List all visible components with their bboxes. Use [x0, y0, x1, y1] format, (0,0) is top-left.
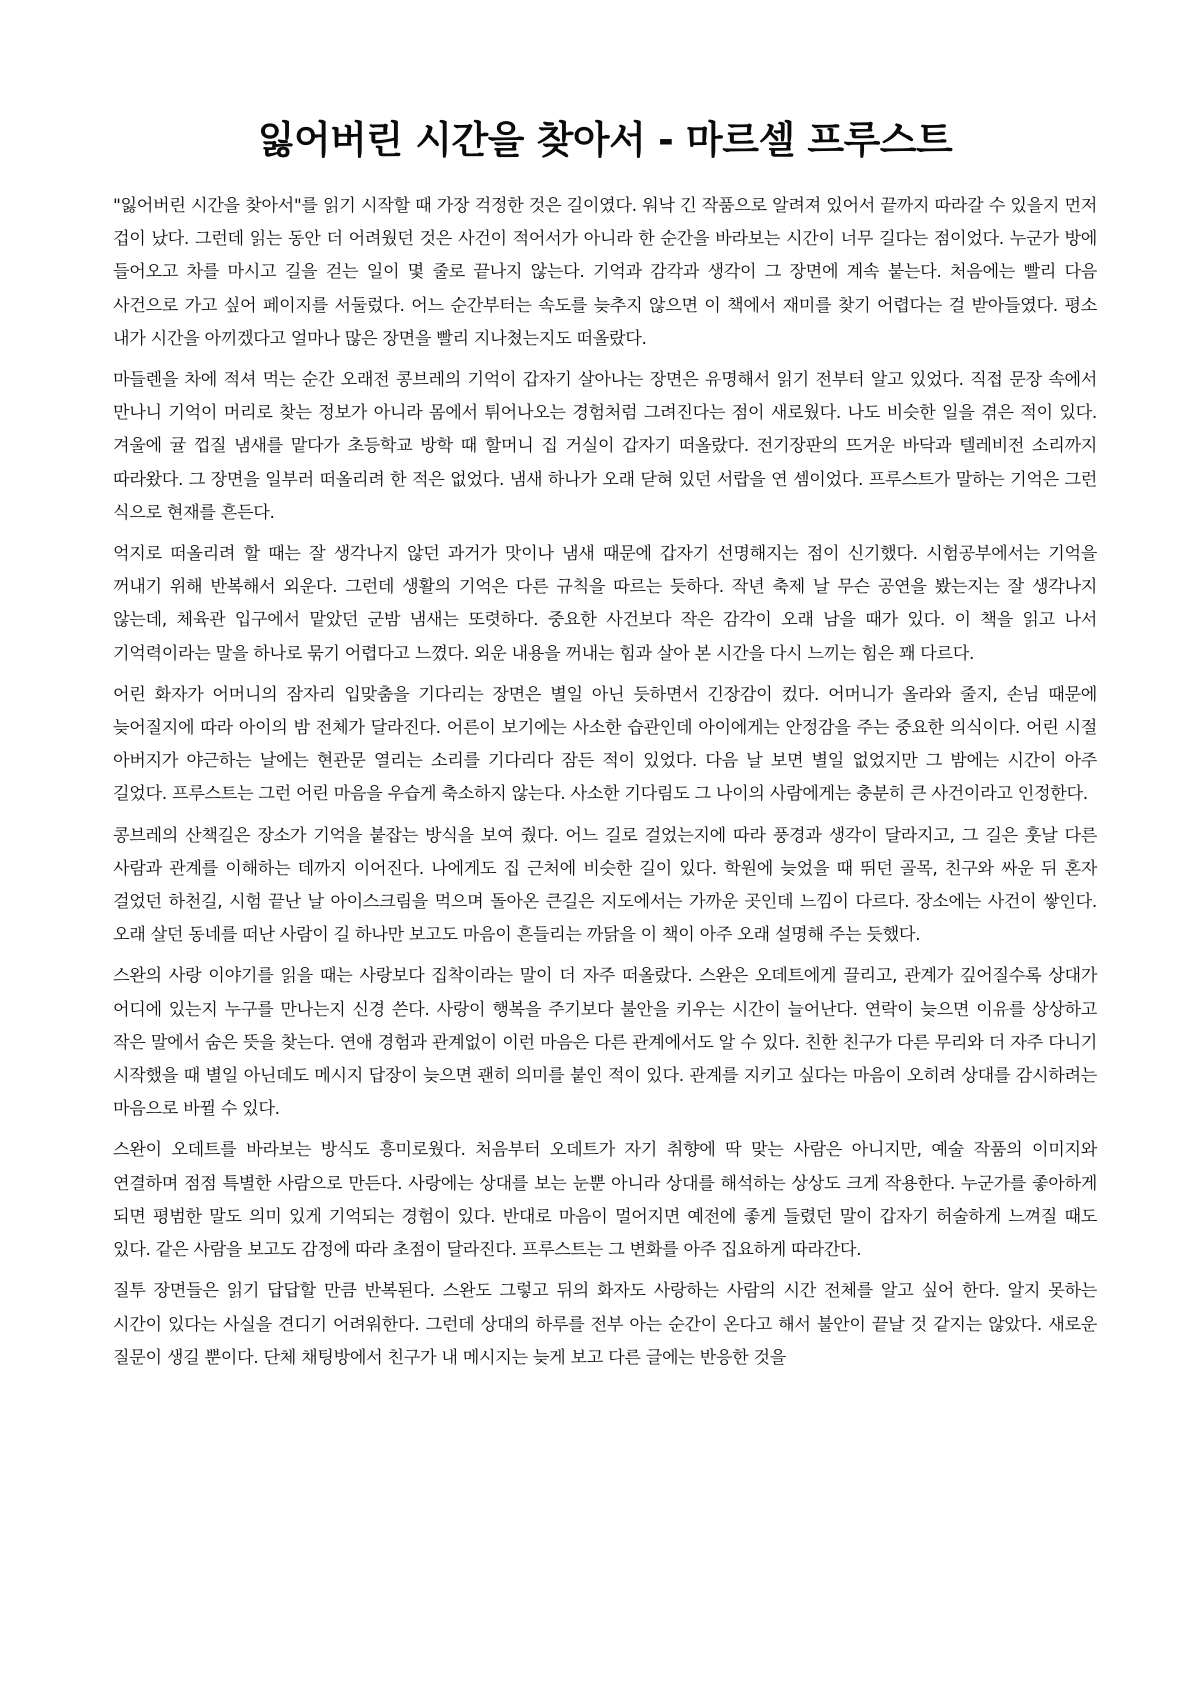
paragraph: 어린 화자가 어머니의 잠자리 입맞춤을 기다리는 장면은 별일 아닌 듯하면서 긴장감이 컸다. 어머니가 올라와 줄지, 손님 때문에 늦어질지에 따라 아이의 밤 전체가 달라진다. 어른이 보기에는 사소한 습관인데 아이에게는 안정감을 주는 중요한 의식이다. 어린 시절 아버지가 야근하는 날에는 현관문 열리는 소리를 기다리다 잠든 적이 있었다. 다음 날 보면 별일 없었지만 그 밤에는 시간이 아주 길었다. 프루스트는 그런 어린 마음을 우습게 축소하지 않는다. 사소한 기다림도 그 나이의 사람에게는 충분히 큰 사건이라고 인정한다. [113, 684, 1097, 805]
paragraph: 질투 장면들은 읽기 답답할 만큼 반복된다. 스완도 그렇고 뒤의 화자도 사랑하는 사람의 시간 전체를 알고 싶어 한다. 알지 못하는 시간이 있다는 사실을 견디기 어려워한다. 그런데 상대의 하루를 전부 아는 순간이 온다고 해서 불안이 끝날 것 같지는 않았다. 새로운 질문이 생길 뿐이다. 단체 채팅방에서 친구가 내 메시지는 늦게 보고 다른 글에는 반응한 것을 [113, 1281, 1097, 1368]
paragraph: 스완의 사랑 이야기를 읽을 때는 사랑보다 집착이라는 말이 더 자주 떠올랐다. 스완은 오데트에게 끌리고, 관계가 깊어질수록 상대가 어디에 있는지 누구를 만나는지 신경 쓴다. 사랑이 행복을 주기보다 불안을 키우는 시간이 늘어난다. 연락이 늦으면 이유를 상상하고 작은 말에서 숨은 뜻을 찾는다. 연애 경험과 관계없이 이런 마음은 다른 관계에서도 알 수 있다. 친한 친구가 다른 무리와 더 자주 다니기 시작했을 때 별일 아닌데도 메시지 답장이 늦으면 괜히 의미를 붙인 적이 있다. 관계를 지키고 싶다는 마음이 오히려 상대를 감시하려는 마음으로 바뀔 수 있다. [113, 966, 1097, 1120]
paragraph: 콩브레의 산책길은 장소가 기억을 붙잡는 방식을 보여 줬다. 어느 길로 걸었는지에 따라 풍경과 생각이 달라지고, 그 길은 훗날 다른 사람과 관계를 이해하는 데까지 이어진다. 나에게도 집 근처에 비슷한 길이 있다. 학원에 늦었을 때 뛰던 골목, 친구와 싸운 뒤 혼자 걸었던 하천길, 시험 끝난 날 아이스크림을 먹으며 돌아온 큰길은 지도에서는 가까운 곳인데 느낌이 다르다. 장소에는 사건이 쌓인다. 오래 살던 동네를 떠난 사람이 길 하나만 보고도 마음이 흔들리는 까닭을 이 책이 아주 오래 설명해 주는 듯했다. [113, 825, 1097, 946]
document-title: 잃어버린 시간을 찾아서 - 마르셀 프루스트 [257, 118, 953, 162]
document-body [113, 190, 1097, 1375]
paragraph: 마들렌을 차에 적셔 먹는 순간 오래전 콩브레의 기억이 갑자기 살아나는 장면은 유명해서 읽기 전부터 알고 있었다. 직접 문장 속에서 만나니 기억이 머리로 찾는 정보가 아니라 몸에서 튀어나오는 경험처럼 그려진다는 점이 새로웠다. 나도 비슷한 일을 겪은 적이 있다. 겨울에 귤 껍질 냄새를 맡다가 초등학교 방학 때 할머니 집 거실이 갑자기 떠올랐다. 전기장판의 뜨거운 바닥과 텔레비전 소리까지 따라왔다. 그 장면을 일부러 떠올리려 한 적은 없었다. 냄새 하나가 오래 닫혀 있던 서랍을 연 셈이었다. 프루스트가 말하는 기억은 그런 식으로 현재를 흔든다. [113, 370, 1097, 523]
paragraph: 억지로 떠올리려 할 때는 잘 생각나지 않던 과거가 맛이나 냄새 때문에 갑자기 선명해지는 점이 신기했다. 시험공부에서는 기억을 꺼내기 위해 반복해서 외운다. 그런데 생활의 기억은 다른 규칙을 따르는 듯하다. 작년 축제 날 무슨 공연을 봤는지는 잘 생각나지 않는데, 체육관 입구에서 맡았던 군밤 냄새는 또렷하다. 중요한 사건보다 작은 감각이 오래 남을 때가 있다. 이 책을 읽고 나서 기억력이라는 말을 하나로 묶기 어렵다고 느꼈다. 외운 내용을 꺼내는 힘과 살아 본 시간을 다시 느끼는 힘은 꽤 다르다. [113, 544, 1097, 664]
paragraph: 스완이 오데트를 바라보는 방식도 흥미로웠다. 처음부터 오데트가 자기 취향에 딱 맞는 사람은 아니지만, 예술 작품의 이미지와 연결하며 점점 특별한 사람으로 만든다. 사랑에는 상대를 보는 눈뿐 아니라 상대를 해석하는 상상도 크게 작용한다. 누군가를 좋아하게 되면 평범한 말도 의미 있게 기억되는 경험이 있다. 반대로 마음이 멀어지면 예전에 좋게 들렸던 말이 갑자기 허술하게 느껴질 때도 있다. 같은 사람을 보고도 감정에 따라 초점이 달라진다. 프루스트는 그 변화를 아주 집요하게 따라간다. [113, 1140, 1097, 1261]
paragraph: "잃어버린 시간을 찾아서"를 읽기 시작할 때 가장 걱정한 것은 길이였다. 워낙 긴 작품으로 알려져 있어서 끝까지 따라갈 수 있을지 먼저 겁이 났다. 그런데 읽는 동안 더 어려웠던 것은 사건이 적어서가 아니라 한 순간을 바라보는 시간이 너무 길다는 점이었다. 누군가 방에 들어오고 차를 마시고 길을 걷는 일이 몇 줄로 끝나지 않는다. 기억과 감각과 생각이 그 장면에 계속 붙는다. 처음에는 빨리 다음 사건으로 가고 싶어 페이지를 서둘렀다. 어느 순간부터는 속도를 늦추지 않으면 이 책에서 재미를 찾기 어렵다는 걸 받아들였다. 평소 내가 시간을 아끼겠다고 얼마나 많은 장면을 빨리 지나쳤는지도 떠올랐다. [113, 196, 1097, 349]
